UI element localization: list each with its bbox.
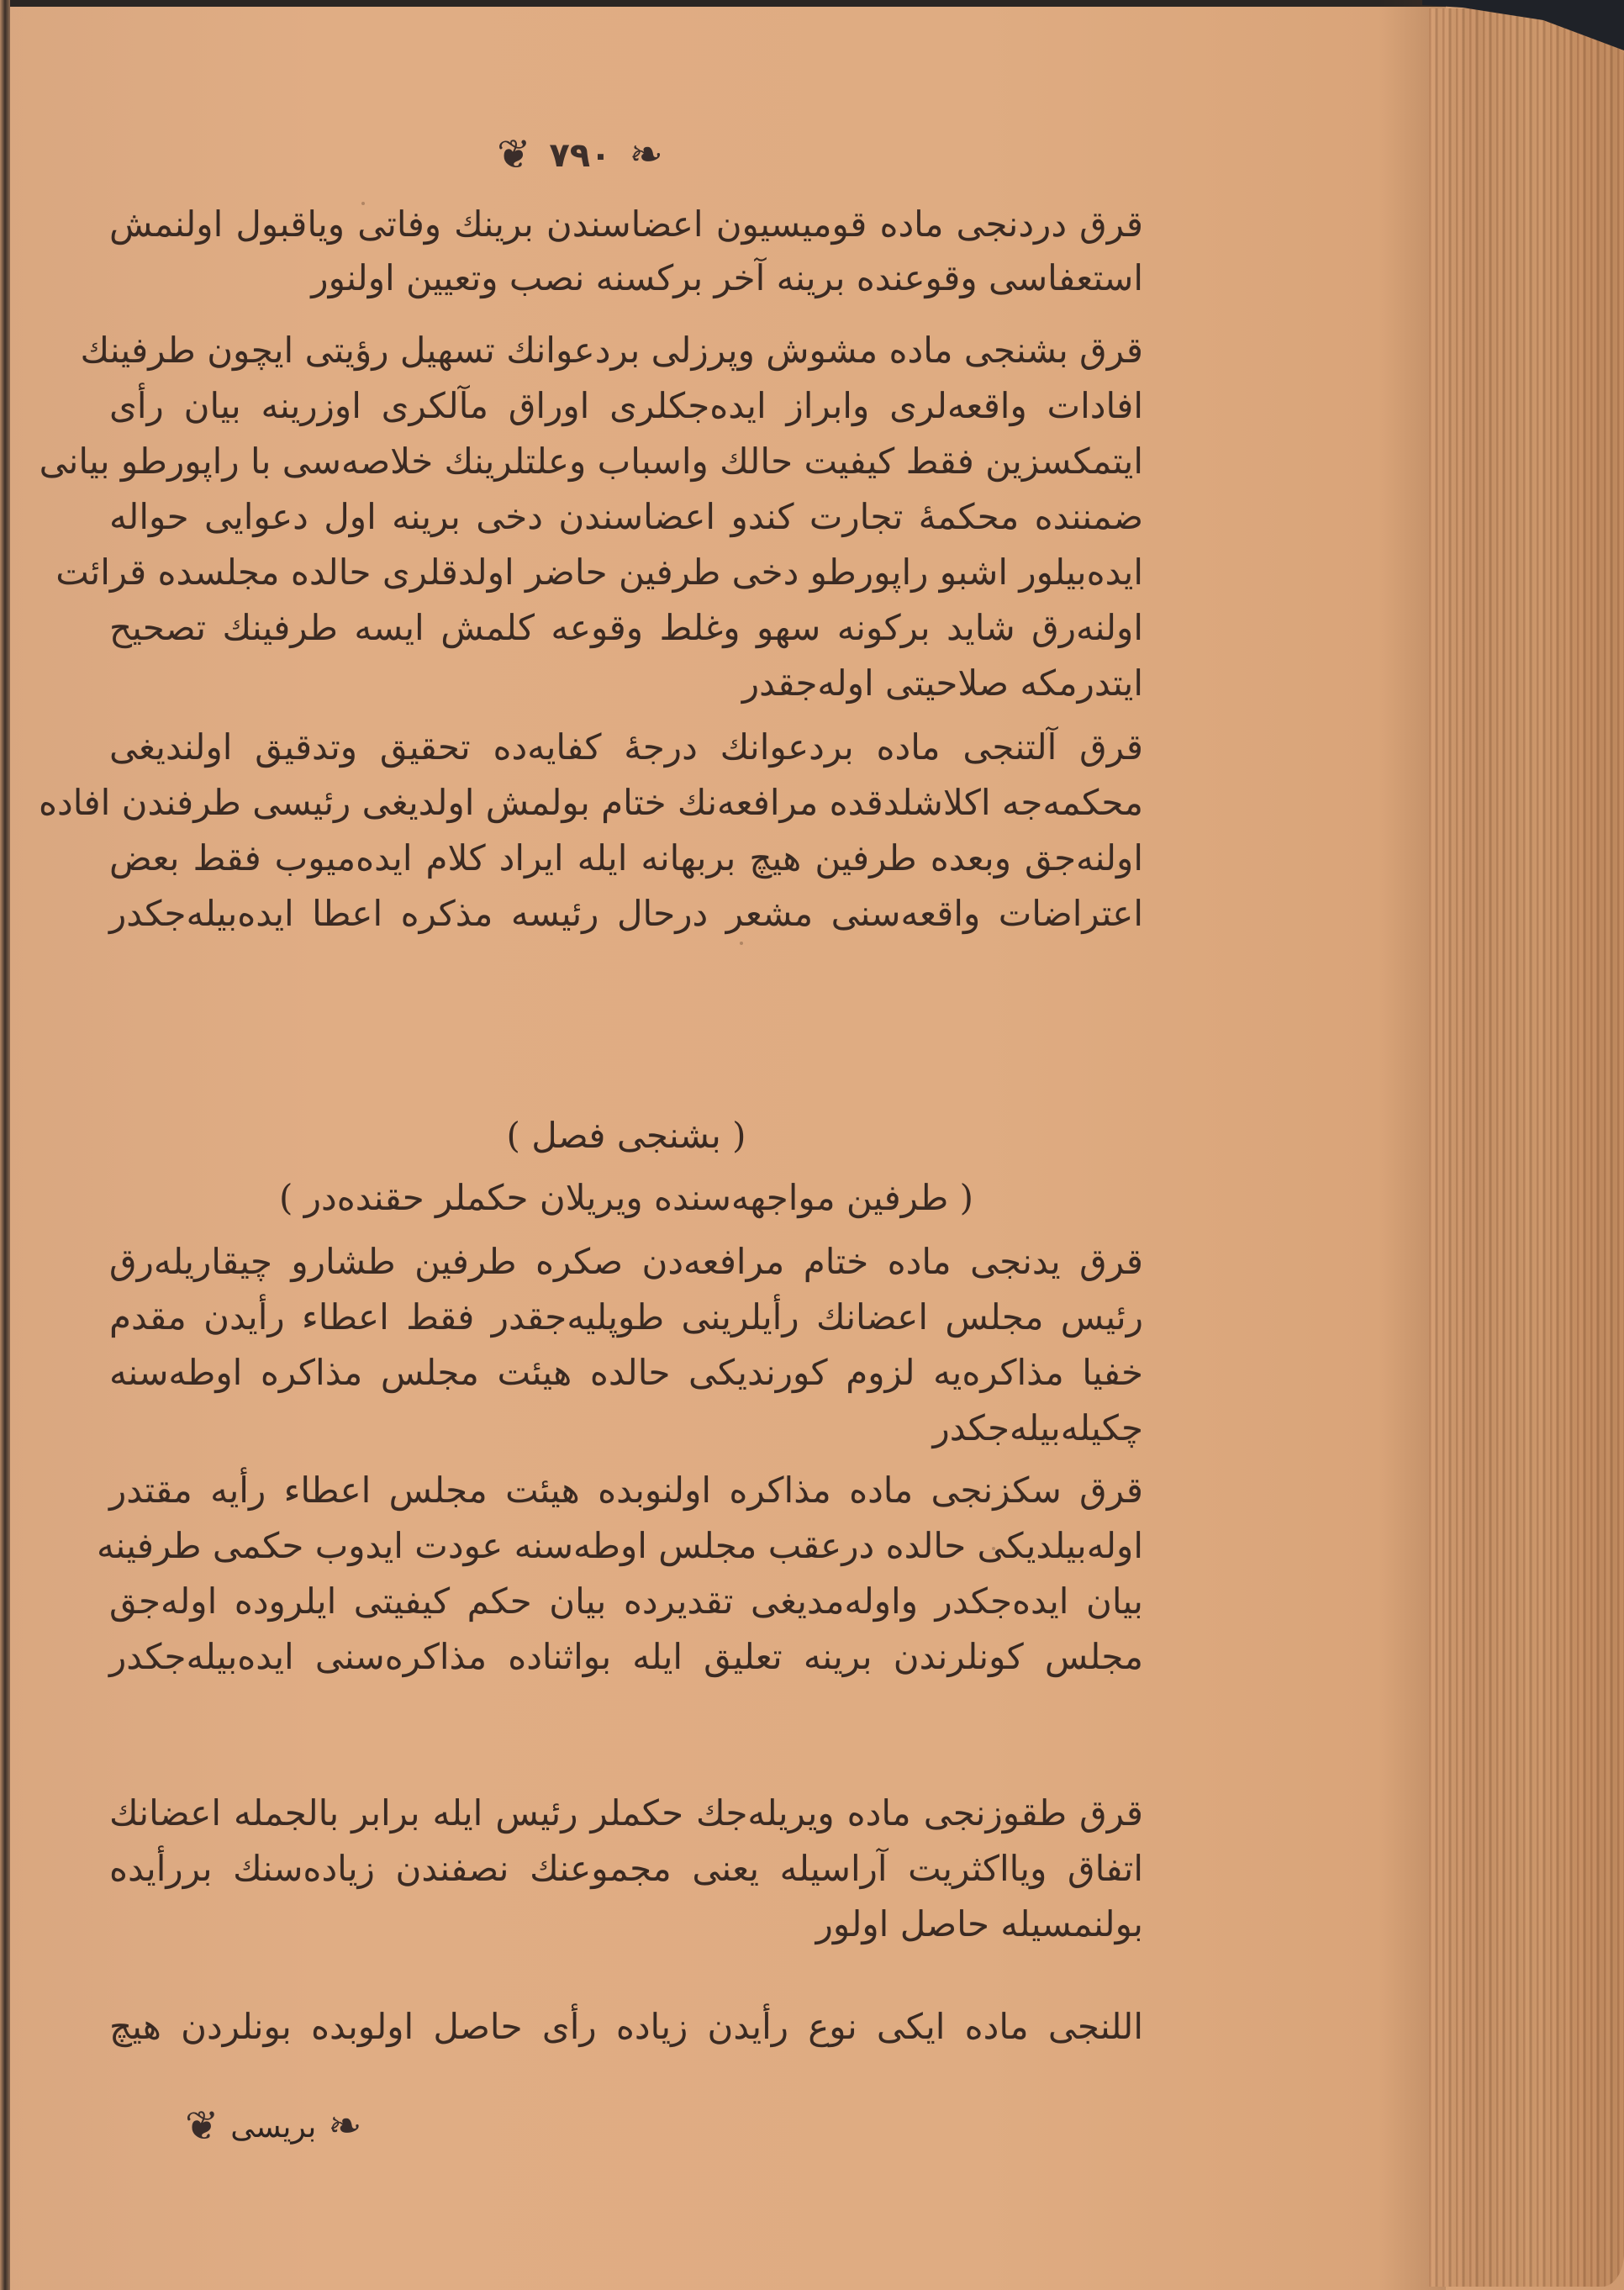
ornament-right-icon: ❧	[629, 133, 663, 177]
text-line-article-48: قرق سکزنجی ماده مذاکره اولنوبده هیئت مجلس اعطاء رأیه مقتدر	[109, 1470, 1143, 1511]
text-line: اعتراضات واقعه‌سنی مشعر درحال رئیسه مذکره اعطا ایده‌بیله‌جکدر	[109, 893, 1144, 934]
text-line: اولنه‌رق شاید برکونه سهو وغلط وقوعه کلمش ایسه طرفینك تصحیح	[109, 607, 1143, 648]
text-line: ایتمکسزین فقط کیفیت حالك واسباب وعلتلرینك خلاصه‌سی با راپورطو بیانی	[39, 441, 1143, 482]
text-line-article-49: قرق طقوزنجی ماده ویریله‌جك حکملر رئیس ایله برابر بالجمله اعضانك	[109, 1792, 1143, 1834]
text-line: رئیس مجلس اعضانك رأیلرینی طوپلیه‌جقدر فقط اعطاء رأیدن مقدم	[109, 1296, 1143, 1338]
text-line-article-45: قرق بشنجی ماده مشوش وپرزلی بردعوانك تسهیل رؤیتی ایچون طرفینك	[80, 330, 1143, 371]
text-line: اتفاق ویااکثریت آراسیله یعنی مجموعنك نصفندن زیاده‌سنك بررأیده	[109, 1848, 1143, 1889]
page-number: ٧٩٠	[549, 136, 611, 175]
paper-speck	[740, 942, 743, 945]
text-line: محکمه‌جه اکلاشلدقده مرافعه‌نك ختام بولمش اولدیغی رئیسی طرفندن افاده	[39, 782, 1143, 823]
text-line: اوله‌بیلدیکی حالده درعقب مجلس اوطه‌سنه عودت ایدوب حکمی طرفینه	[97, 1525, 1143, 1566]
text-line: بیان ایده‌جکدر واوله‌مدیغی تقدیرده بیان حکم کیفیتی ایلروده اوله‌جق	[109, 1580, 1143, 1622]
text-line: خفیا مذاکره‌یه لزوم کورندیکی حالده هیئت مجلس مذاکره اوطه‌سنه	[109, 1352, 1143, 1393]
section-subtitle: ( طرفین مواجهه‌سنده ویریلان حکملر حقنده‌در )	[279, 1177, 973, 1218]
section-title: ( بشنجی فصل )	[506, 1115, 746, 1156]
text-line: ایده‌بیلور اشبو راپورطو دخی طرفین حاضر اولدقلری حالده مجلسده قرائت	[55, 551, 1143, 593]
text-line-article-47: قرق یدنجی ماده ختام مرافعه‌دن صکره طرفین طشارو چیقاریله‌رق	[109, 1241, 1143, 1282]
text-line: ایتدرمکه صلاحیتی اوله‌جقدر	[741, 662, 1143, 704]
left-binding-edge	[0, 0, 10, 2290]
ornament-left-icon: ❦	[185, 2104, 219, 2149]
ornament-right-icon: ❧	[328, 2104, 362, 2149]
text-line: استعفاسی وقوعنده برینه آخر برکسنه نصب وتعیین اولنور	[311, 257, 1143, 298]
text-line: ضمننده محکمهٔ تجارت کندو اعضاسندن دخی برینه اول دعوایی حواله	[109, 496, 1143, 537]
page-footer	[185, 2102, 361, 2152]
text-line-article-44: قرق دردنجی ماده قومیسیون اعضاسندن برینك وفاتی ویاقبول اولنمش	[109, 203, 1143, 245]
page-header	[454, 126, 706, 185]
catchword: بریسی	[230, 2109, 317, 2145]
text-line: چکیله‌بیله‌جکدر	[932, 1407, 1143, 1448]
book-page-edges	[1429, 8, 1624, 2287]
text-line: افادات واقعه‌لری وابراز ایده‌جکلری اوراق مآلکری اوزرینه بیان رأی	[109, 385, 1143, 426]
text-line: مجلس کونلرندن برینه تعلیق ایله بواثناده مذاکره‌سنی ایده‌بیله‌جکدر	[109, 1636, 1143, 1677]
ornament-left-icon: ❦	[497, 133, 531, 177]
text-line: اولنه‌جق وبعده طرفین هیچ بربهانه ایله ایراد کلام ایده‌میوب فقط بعض	[109, 837, 1143, 879]
text-line-article-46: قرق آلتنجی ماده بردعوانك درجهٔ کفایه‌ده تحقیق وتدقیق اولندیغی	[109, 726, 1143, 768]
text-line-article-50: اللنجی ماده ایکی نوع رأیدن زیاده رأی حاصل اولوبده بونلردن هیچ	[109, 2006, 1143, 2047]
text-line: بولنمسیله حاصل اولور	[815, 1903, 1143, 1944]
top-shadow	[0, 0, 1446, 7]
